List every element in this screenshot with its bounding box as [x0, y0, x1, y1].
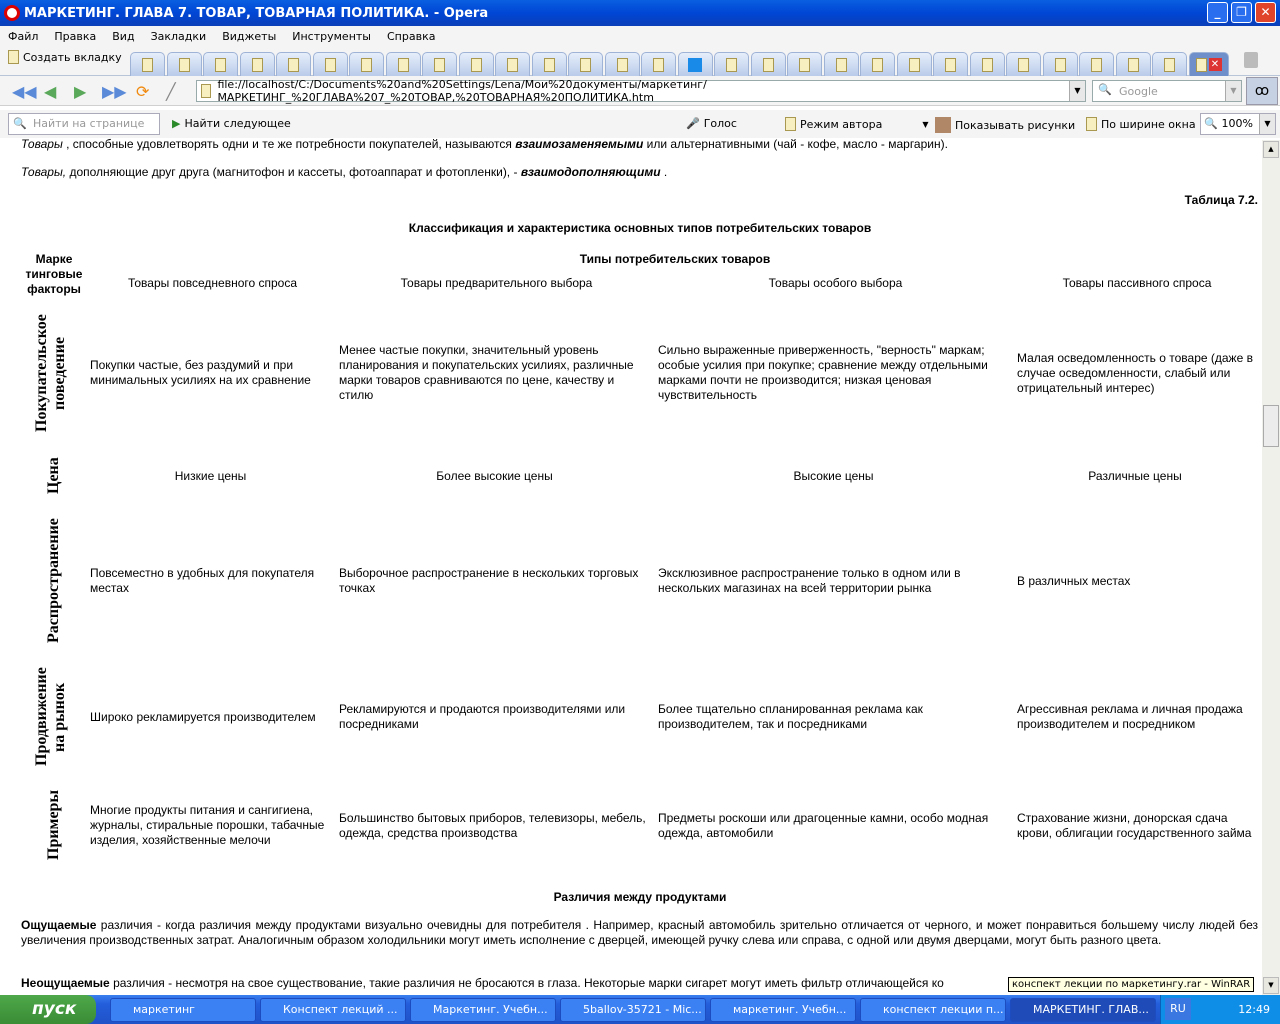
page-content: [5, 138, 1262, 995]
page-icon: [252, 58, 263, 72]
note-icon: [1164, 58, 1175, 72]
table-cell: Менее частые покупки, значительный уровень планирования и покупательских усилиях, различные марки товаров сравниваются по цене, качеству и стилю: [339, 343, 634, 402]
browser-tab[interactable]: [1079, 52, 1114, 76]
scroll-down-icon[interactable]: ▼: [1263, 977, 1279, 994]
taskbar-item[interactable]: конспект лекции п...: [860, 998, 1006, 1022]
scroll-up-icon[interactable]: ▲: [1263, 141, 1279, 158]
page-icon: [179, 58, 190, 72]
taskbar-item[interactable]: МАРКЕТИНГ. ГЛАВ...: [1010, 998, 1156, 1022]
menu-file[interactable]: Файл: [8, 29, 39, 43]
table-cell: Малая осведомленность о товаре (даже в случае осведомленности, слабый или отрицательный интерес): [1017, 350, 1253, 395]
text: Неощущаемые: [21, 976, 110, 990]
taskbar-item[interactable]: 5ballov-35721 - Mic...: [560, 998, 706, 1022]
table-cell: Эксклюзивное распространение только в одном или в нескольких магазинах на всей территории рынка: [658, 566, 961, 595]
page-icon: [763, 58, 774, 72]
browser-tab[interactable]: [459, 52, 494, 76]
fast-forward-icon[interactable]: ▶▶: [102, 82, 127, 101]
browser-tab[interactable]: [751, 52, 786, 76]
page-icon: [726, 58, 737, 72]
table-cell: Широко рекламируется производителем: [90, 709, 316, 724]
close-tab-icon[interactable]: ✕: [1209, 58, 1222, 71]
blank-icon: [945, 58, 956, 72]
text: .: [660, 165, 668, 179]
text: Товары: [21, 138, 63, 151]
table-cell: Сильно выраженные приверженность, "верность" маркам; особые усилия при покупке; сравнение между отдельными марками почти не производится; низкая ценовая чувствительность: [658, 343, 988, 402]
page-icon: [580, 58, 591, 72]
taskbar: [0, 995, 1280, 1024]
row-label: Цена: [45, 457, 62, 495]
browser-tab[interactable]: [897, 52, 932, 76]
menu-edit[interactable]: Правка: [54, 29, 97, 43]
restore-button[interactable]: ❐: [1231, 2, 1252, 23]
page-icon: [471, 58, 482, 72]
address-field[interactable]: [196, 80, 1086, 102]
row-label: Продвижение на рынок: [33, 667, 68, 767]
tab-bar: [0, 46, 1280, 76]
table-cell: Агрессивная реклама и личная продажа производителем и посредником: [1017, 702, 1243, 731]
text: Ощущаемые: [21, 918, 97, 932]
page-icon: [836, 58, 847, 72]
row-label: Покупательское поведение: [33, 314, 68, 432]
active-tab[interactable]: [1189, 52, 1229, 76]
find-next-label: Найти следующее: [184, 117, 291, 130]
dropdown-icon[interactable]: ▼: [922, 119, 929, 129]
page-icon: [361, 58, 372, 72]
row-label: Примеры: [45, 790, 62, 861]
new-page-icon: [8, 50, 19, 64]
text: Товары,: [21, 165, 67, 179]
page-icon: [982, 58, 993, 72]
table-cell: Различные цены: [1088, 468, 1182, 483]
row-label: Распространение: [45, 518, 62, 644]
menu-tools[interactable]: Инструменты: [292, 29, 371, 43]
settings-icon: [688, 58, 702, 72]
table-cell: Более высокие цены: [436, 468, 553, 483]
text: дополняющие друг друга (магнитофон и кассеты, фотоаппарат и фотопленки), -: [66, 165, 521, 179]
browser-tab[interactable]: [495, 52, 530, 76]
table-title: Классификация и характеристика основных типов потребительских товаров: [408, 221, 872, 235]
browser-tab[interactable]: [167, 52, 202, 76]
address-dropdown-icon[interactable]: ▼: [1069, 81, 1085, 101]
navigation-bar: [0, 76, 1280, 106]
blank-icon: [1091, 58, 1102, 72]
taskbar-item[interactable]: маркетинг: [110, 998, 256, 1022]
tooltip: конспект лекции по маркетингу.rar - WinRAR: [1008, 977, 1254, 992]
page-icon: [434, 58, 445, 72]
browser-tab[interactable]: [532, 52, 567, 76]
new-tab-button[interactable]: [8, 50, 122, 64]
browser-tab[interactable]: [240, 52, 275, 76]
menu-help[interactable]: Справка: [386, 29, 436, 43]
column-header: Товары особого выбора: [768, 276, 903, 290]
browser-tab[interactable]: [1006, 52, 1041, 76]
table-cell: Многие продукты питания и сангигиена, журналы, стиральные порошки, табачные изделия, хозяйственные мелочи: [90, 803, 325, 847]
blank-icon: [325, 58, 336, 72]
page-icon: [288, 58, 299, 72]
table-cell: Повсеместно в удобных для покупателя местах: [90, 566, 315, 595]
page-icon: [215, 58, 226, 72]
edit-icon[interactable]: ╱: [166, 82, 176, 101]
text: взаимодополняющими: [520, 165, 661, 179]
menu-bookmarks[interactable]: Закладки: [150, 29, 207, 43]
zoom-value: 100%: [1221, 117, 1253, 130]
column-header: Товары повседневного спроса: [127, 276, 298, 290]
back-icon[interactable]: ◀: [44, 82, 57, 101]
glasses-icon[interactable]: ꝏ: [1246, 77, 1278, 105]
table-cell: Низкие цены: [174, 468, 247, 483]
table-cell: Высокие цены: [793, 468, 874, 483]
taskbar-item[interactable]: Конспект лекций ...: [260, 998, 406, 1022]
browser-tab[interactable]: [787, 52, 822, 76]
find-search-icon: 🔍: [13, 117, 27, 130]
rewind-icon[interactable]: ◀◀: [12, 82, 37, 101]
vertical-scrollbar[interactable]: [1262, 140, 1280, 995]
table-cell: Более тщательно спланированная реклама как производителем, так и посредниками: [658, 702, 923, 731]
minimize-button[interactable]: _: [1207, 2, 1228, 23]
zoom-dropdown-icon[interactable]: ▼: [1259, 114, 1275, 134]
page-icon: [872, 58, 883, 72]
browser-tab[interactable]: [824, 52, 859, 76]
browser-tab[interactable]: [1043, 52, 1078, 76]
browser-tab[interactable]: [860, 52, 895, 76]
page-icon: [617, 58, 628, 72]
language-indicator[interactable]: RU: [1165, 998, 1191, 1020]
column-header: Товары предварительного выбора: [400, 276, 593, 290]
title-bar: [0, 0, 1280, 26]
table-number: Таблица 7.2.: [1184, 193, 1258, 207]
menu-widgets[interactable]: Виджеты: [222, 29, 277, 43]
show-images-button[interactable]: [935, 117, 1075, 133]
new-tab-label: Создать вкладку: [23, 50, 122, 64]
text: различия - когда различия между продуктами визуально очевидны для потребителя . Например, красный автомобиль зрительно отличается от черного, и может понравиться большему числу людей без увеличения производственных затрат. Аналогичным образом холодильники могут иметь исполнение с дверцей, имеющей ручку слева или справа, с одной или двумя дверцами, могут быть разного цвета.: [21, 918, 1258, 947]
fit-width-button[interactable]: [1086, 117, 1196, 131]
page-icon: [1196, 58, 1207, 72]
browser-tab[interactable]: [203, 52, 238, 76]
find-next-button[interactable]: [172, 117, 291, 130]
table-cell: Покупки частые, без раздумий и при минимальных усилиях на их сравнение: [90, 358, 311, 387]
author-mode-label: Режим автора: [800, 117, 883, 131]
taskbar-item[interactable]: Маркетинг. Учебн...: [410, 998, 556, 1022]
search-field[interactable]: [1092, 80, 1242, 102]
text: различия - несмотря на свое существование, такие различия не бросаются в глаза. Некоторые марки сигарет могут иметь фильтр отличающейся ко: [109, 976, 944, 990]
browser-tab[interactable]: [933, 52, 968, 76]
page-icon: [653, 58, 664, 72]
page-icon: [142, 58, 153, 72]
author-page-icon: [785, 117, 796, 131]
browser-tab[interactable]: [422, 52, 457, 76]
voice-label: Голос: [703, 117, 737, 130]
clock: 12:49: [1238, 1003, 1270, 1016]
address-text: file://localhost/C:/Documents%20and%20Settings/Lena/Мои%20документы/маркетинг/МАРКЕТИНГ_%20ГЛАВА%207_%20ТОВАР,%20ТОВАРНАЯ%20ПОЛИТИКА.htm: [217, 78, 707, 104]
browser-tab[interactable]: [714, 52, 749, 76]
menu-view[interactable]: Вид: [112, 29, 135, 43]
table-cell: Большинство бытовых приборов, телевизоры, мебель, одежда, средства производства: [339, 810, 646, 840]
table-cell: В различных местах: [1017, 573, 1131, 588]
browser-tab[interactable]: [678, 52, 713, 76]
table-cell: Предметы роскоши или драгоценные камни, особо модная одежда, автомобили: [658, 810, 989, 840]
text: , способные удовлетворять одни и те же потребности покупателей, называются: [62, 138, 516, 151]
table-cell: Рекламируются и продаются производителями или посредниками: [339, 702, 626, 731]
reload-icon[interactable]: ⟳: [136, 82, 150, 101]
column-header: Товары пассивного спроса: [1062, 276, 1212, 290]
find-bar: [0, 110, 1280, 138]
types-header: Типы потребительских товаров: [579, 252, 771, 266]
fit-width-label: По ширине окна: [1101, 117, 1196, 131]
browser-tab[interactable]: [1152, 52, 1187, 76]
close-button[interactable]: ✕: [1255, 2, 1276, 23]
browser-tab[interactable]: [313, 52, 348, 76]
browser-tab[interactable]: [641, 52, 676, 76]
factor-header: Марке тинговые факторы: [25, 252, 83, 296]
window-title: МАРКЕТИНГ. ГЛАВА 7. ТОВАР, ТОВАРНАЯ ПОЛИТИКА. - Opera: [24, 5, 489, 21]
opera-logo-icon: [4, 5, 20, 21]
voice-button[interactable]: [686, 117, 737, 130]
table-cell: Выборочное распространение в нескольких торговых точках: [339, 566, 639, 595]
zoom-icon: 🔍: [1204, 117, 1218, 130]
find-placeholder: Найти на странице: [33, 117, 145, 130]
show-images-label: Показывать рисунки: [955, 118, 1076, 132]
search-dropdown-icon[interactable]: ▼: [1225, 81, 1241, 101]
find-input[interactable]: [8, 113, 160, 135]
text: взаимозаменяемыми: [515, 138, 644, 151]
trash-icon[interactable]: [1244, 52, 1258, 68]
author-mode-button[interactable]: [785, 117, 929, 131]
page-icon: [909, 58, 920, 72]
browser-tab[interactable]: [349, 52, 384, 76]
browser-tab[interactable]: [970, 52, 1005, 76]
page-icon: [1128, 58, 1139, 72]
search-placeholder: Google: [1119, 84, 1158, 98]
browser-tab[interactable]: [130, 52, 165, 76]
menu-bar: [0, 26, 1280, 46]
start-button[interactable]: пуск: [0, 995, 96, 1024]
image-icon: [935, 117, 951, 133]
page-icon: [544, 58, 555, 72]
page-icon: [1055, 58, 1066, 72]
scroll-thumb[interactable]: [1263, 405, 1279, 447]
browser-tab[interactable]: [605, 52, 640, 76]
search-icon: 🔍: [1098, 83, 1112, 96]
browser-tab[interactable]: [276, 52, 311, 76]
forward-icon[interactable]: ▶: [74, 82, 87, 101]
browser-tab[interactable]: [568, 52, 603, 76]
text: или альтернативными (чай - кофе, масло - маргарин).: [643, 138, 948, 151]
table-cell: Страхование жизни, донорская сдача крови, облигации государственного займа: [1017, 810, 1252, 840]
taskbar-item[interactable]: маркетинг. Учебн...: [710, 998, 856, 1022]
page-icon: [398, 58, 409, 72]
section-title: Различия между продуктами: [553, 890, 727, 904]
play-icon: ▶: [172, 117, 181, 130]
fit-width-icon: [1086, 117, 1097, 131]
blank-icon: [507, 58, 518, 72]
browser-tab[interactable]: [386, 52, 421, 76]
page-icon: [201, 84, 211, 98]
browser-tab[interactable]: [1116, 52, 1151, 76]
page-icon: [1018, 58, 1029, 72]
page-icon: [799, 58, 810, 72]
system-tray: [1160, 995, 1280, 1024]
zoom-select[interactable]: [1200, 113, 1276, 135]
microphone-icon: 🎤: [686, 117, 700, 130]
